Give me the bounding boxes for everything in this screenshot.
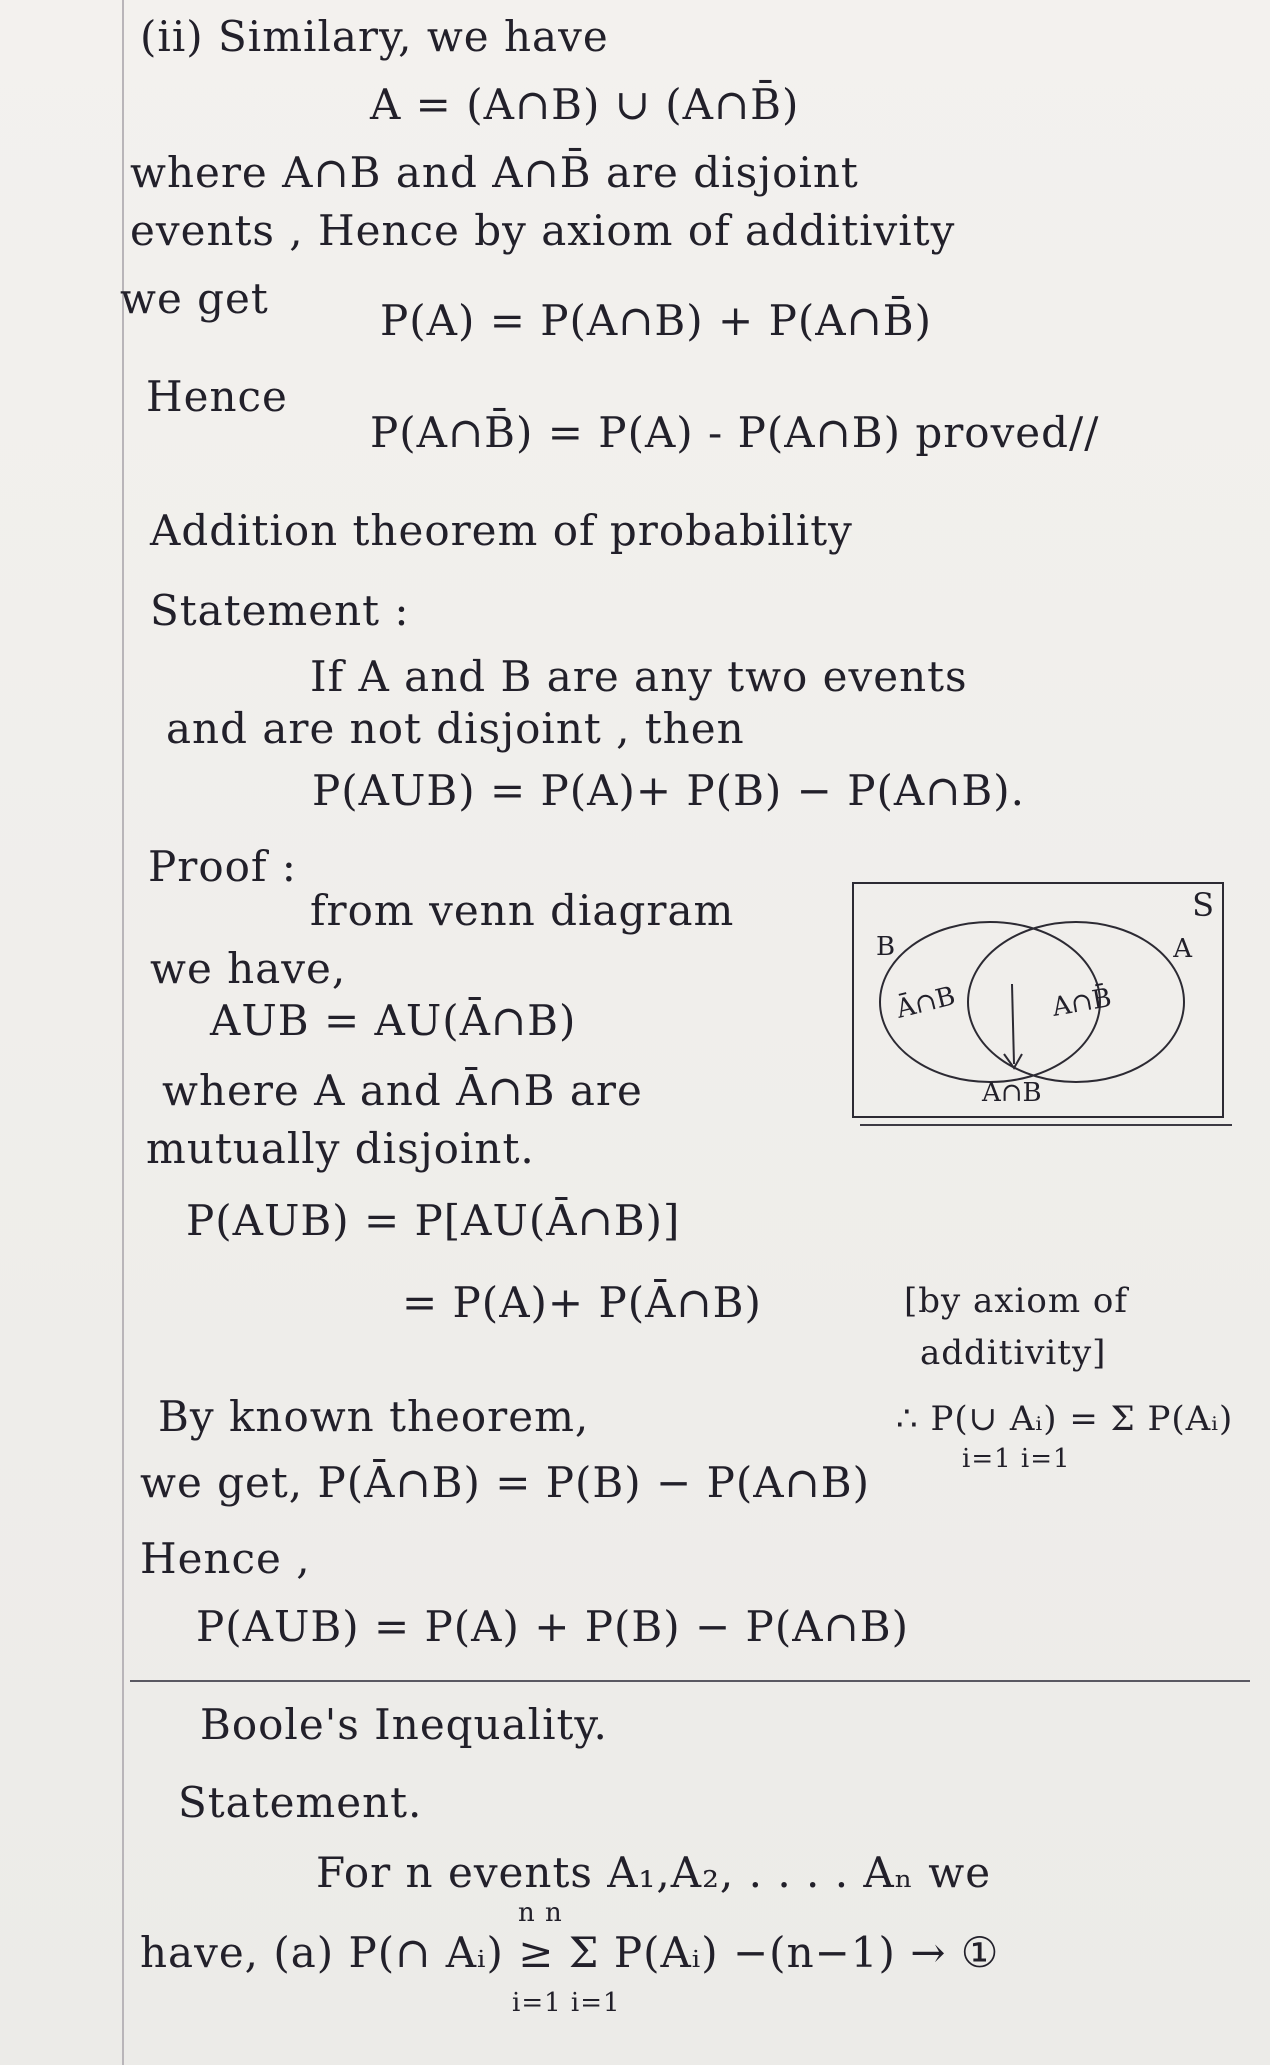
equation-a-union: A = (A∩B) ∪ (A∩B̄): [370, 80, 800, 129]
note-additivity: additivity]: [920, 1333, 1107, 1373]
venn-region-a-bbar: A∩B̄: [1049, 983, 1114, 1023]
venn-label-b: B: [876, 932, 896, 962]
section-title-addition-theorem: Addition theorem of probability: [150, 506, 853, 555]
text-line: mutually disjoint.: [146, 1124, 535, 1173]
text-line: where A and Ā∩B are: [162, 1066, 643, 1115]
section-divider: [130, 1680, 1250, 1682]
venn-label-intersection: A∩B: [982, 1078, 1042, 1108]
text-line: If A and B are any two events: [310, 652, 968, 701]
equation-pa: P(A) = P(A∩B) + P(A∩B̄): [380, 296, 932, 345]
venn-label-a: A: [1173, 934, 1192, 964]
equation-known: we get, P(Ā∩B) = P(B) − P(A∩B): [140, 1458, 870, 1507]
statement-label-boole: Statement.: [178, 1778, 423, 1827]
text-line: from venn diagram: [310, 886, 735, 935]
equation-paub: P(AUB) = P[AU(Ā∩B)]: [186, 1196, 681, 1245]
heading-part-ii: (ii) Similary, we have: [140, 12, 609, 61]
text-line: By known theorem,: [158, 1392, 590, 1441]
text-line: and are not disjoint , then: [166, 704, 745, 753]
text-line: Hence: [146, 372, 288, 421]
venn-diagram: [852, 882, 1224, 1118]
venn-region-abar-b: Ā∩B: [893, 981, 959, 1025]
text-line: Hence ,: [140, 1534, 311, 1583]
statement-label: Statement :: [150, 586, 410, 635]
equation-result: P(A∩B̄) = P(A) - P(A∩B) proved//: [370, 408, 1100, 457]
equation-final: P(AUB) = P(A) + P(B) − P(A∩B): [196, 1602, 909, 1651]
side-equation: ∴ P(∪ Aᵢ) = Σ P(Aᵢ): [896, 1399, 1234, 1439]
text-line: we have,: [150, 944, 347, 993]
text-line: where A∩B and A∩B̄ are disjoint: [130, 148, 859, 197]
text-line: For n events A₁,A₂, . . . . Aₙ we: [316, 1848, 992, 1897]
equation-paub-step: = P(A)+ P(Ā∩B): [402, 1278, 762, 1327]
equation-aub: AUB = AU(Ā∩B): [210, 996, 577, 1045]
text-line: events , Hence by axiom of additivity: [130, 206, 956, 255]
venn-underline: [860, 1124, 1232, 1126]
side-equation-sub: i=1 i=1: [962, 1444, 1071, 1474]
intersection-arrow: [1012, 984, 1014, 1064]
boole-sup: n n: [518, 1898, 563, 1928]
text-line: we get: [120, 274, 269, 323]
venn-label-s: S: [1192, 886, 1214, 924]
boole-sub: i=1 i=1: [512, 1988, 621, 2018]
section-title-boole: Boole's Inequality.: [200, 1700, 608, 1749]
equation-addition-theorem: P(AUB) = P(A)+ P(B) − P(A∩B).: [312, 766, 1025, 815]
proof-label: Proof :: [148, 842, 297, 891]
note-axiom: [by axiom of: [904, 1281, 1128, 1321]
equation-boole: have, (a) P(∩ Aᵢ) ≥ Σ P(Aᵢ) −(n−1) → ①: [140, 1928, 1000, 1977]
